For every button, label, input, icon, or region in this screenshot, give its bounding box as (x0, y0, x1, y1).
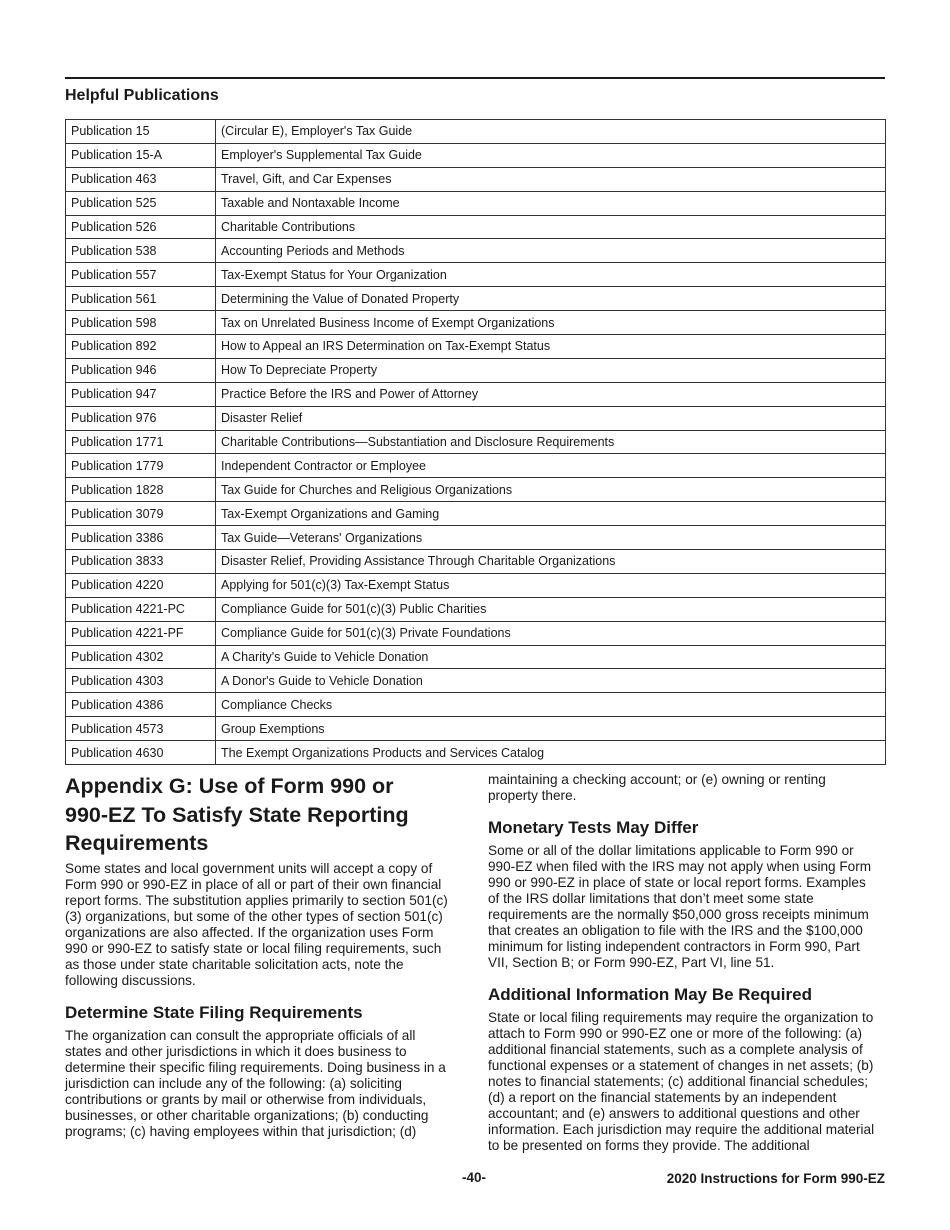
publication-number: Publication 947 (66, 382, 216, 406)
publication-title: Group Exemptions (216, 717, 886, 741)
publication-number: Publication 946 (66, 358, 216, 382)
subheading (488, 984, 888, 1006)
publication-title: Tax on Unrelated Business Income of Exempt Organizations (216, 311, 886, 335)
publication-number: Publication 3386 (66, 526, 216, 550)
publication-number: Publication 4303 (66, 669, 216, 693)
table-row (66, 406, 886, 430)
publication-number: Publication 561 (66, 287, 216, 311)
text-line: State or local filing requirements may require the organization to (488, 1010, 874, 1025)
publication-title: Applying for 501(c)(3) Tax-Exempt Status (216, 573, 886, 597)
table-row (66, 167, 886, 191)
table-row (66, 597, 886, 621)
text-line: requirements are the normally $50,000 gross receipts minimum (488, 907, 869, 922)
table-row (66, 239, 886, 263)
publication-number: Publication 15-A (66, 143, 216, 167)
table-row (66, 215, 886, 239)
publication-title: Practice Before the IRS and Power of Attorney (216, 382, 886, 406)
text-line: Some or all of the dollar limitations applicable to Form 990 or (488, 843, 854, 858)
table-row (66, 741, 886, 765)
publication-title: Tax-Exempt Status for Your Organization (216, 263, 886, 287)
text-line: (d) a report on the financial statements by an independent (488, 1090, 837, 1105)
text-line: minimum for listing independent contractors in Form 990, Part (488, 939, 860, 954)
publication-number: Publication 557 (66, 263, 216, 287)
publication-number: Publication 4220 (66, 573, 216, 597)
text-line: jurisdiction can include any of the following: (a) soliciting (65, 1075, 402, 1091)
text-line: property there. (488, 788, 577, 803)
text-line: additional financial statements, such as a complete analysis of (488, 1042, 863, 1057)
text-line: Determine State Filing Requirements (65, 1002, 363, 1022)
publication-title: Disaster Relief (216, 406, 886, 430)
text-line: Monetary Tests May Differ (488, 818, 699, 837)
publication-title: Determining the Value of Donated Property (216, 287, 886, 311)
publication-title: Compliance Guide for 501(c)(3) Private Foundations (216, 621, 886, 645)
text-line: Form 990 or 990-EZ in place of all or part of their own financial (65, 876, 442, 892)
text-line: Additional Information May Be Required (488, 985, 812, 1004)
publication-title: Tax Guide for Churches and Religious Organizations (216, 478, 886, 502)
publication-title: Tax-Exempt Organizations and Gaming (216, 502, 886, 526)
publication-number: Publication 1771 (66, 430, 216, 454)
table-row (66, 382, 886, 406)
publications-table (65, 119, 886, 765)
publication-title: Travel, Gift, and Car Expenses (216, 167, 886, 191)
publication-number: Publication 525 (66, 191, 216, 215)
publication-number: Publication 976 (66, 406, 216, 430)
text-line: of the IRS dollar limitations that don’t meet some state (488, 891, 814, 906)
publication-title: How To Depreciate Property (216, 358, 886, 382)
text-line: 990-EZ when filed with the IRS may not apply when using Form (488, 859, 872, 874)
subheading (65, 1002, 465, 1024)
text-line: 990-EZ To Satisfy State Reporting (65, 802, 409, 827)
publication-title: A Donor's Guide to Vehicle Donation (216, 669, 886, 693)
table-row (66, 311, 886, 335)
publication-number: Publication 1779 (66, 454, 216, 478)
table-row (66, 717, 886, 741)
table-row (66, 550, 886, 574)
text-line: 990 or 990-EZ to satisfy state or local filing requirements, such (65, 940, 442, 956)
table-row (66, 645, 886, 669)
publication-title: Taxable and Nontaxable Income (216, 191, 886, 215)
text-line: determine their specific filing requirements. Doing business in a (65, 1059, 446, 1075)
publication-title: Tax Guide—Veterans' Organizations (216, 526, 886, 550)
publication-number: Publication 1828 (66, 478, 216, 502)
publication-number: Publication 538 (66, 239, 216, 263)
paragraph (488, 1010, 888, 1154)
text-line: functional expenses or a statement of changes in net assets; (b) (488, 1058, 874, 1073)
table-row (66, 287, 886, 311)
publication-title: Compliance Checks (216, 693, 886, 717)
publication-number: Publication 4630 (66, 741, 216, 765)
publication-title: Charitable Contributions (216, 215, 886, 239)
publication-number: Publication 4302 (66, 645, 216, 669)
footer-title: 2020 Instructions for Form 990-EZ (666, 1171, 885, 1186)
text-line: Appendix G: Use of Form 990 or (65, 774, 394, 798)
text-line: that creates an obligation to file with the IRS and the $100,000 (488, 923, 863, 938)
table-row (66, 120, 886, 144)
publication-number: Publication 15 (66, 120, 216, 144)
text-line: notes to financial statements; (c) additional financial schedules; (488, 1074, 869, 1089)
text-line: Some states and local government units will accept a copy of (65, 860, 433, 876)
publication-number: Publication 892 (66, 335, 216, 359)
publication-title: Independent Contractor or Employee (216, 454, 886, 478)
text-line: Requirements (65, 831, 209, 855)
publication-number: Publication 463 (66, 167, 216, 191)
paragraph (488, 843, 888, 971)
appendix-heading (65, 772, 465, 858)
text-line: contributions or grants by mail or otherwise from individuals, (65, 1091, 427, 1107)
text-line: states and other jurisdictions in which it does business to (65, 1043, 407, 1059)
publication-number: Publication 3833 (66, 550, 216, 574)
publication-number: Publication 4221-PF (66, 621, 216, 645)
publication-title: Charitable Contributions—Substantiation and Disclosure Requirements (216, 430, 886, 454)
publication-title: Accounting Periods and Methods (216, 239, 886, 263)
text-line: VII, Section B; or Form 990-EZ, Part VI, line 51. (488, 955, 775, 970)
table-row (66, 143, 886, 167)
text-line: 990 or 990-EZ in place of state or local report forms. Examples (488, 875, 866, 890)
publication-number: Publication 3079 (66, 502, 216, 526)
text-line: to be presented on forms they provide. The additional (488, 1138, 810, 1153)
left-column (65, 772, 465, 1140)
subheading (488, 817, 888, 839)
publication-title: Disaster Relief, Providing Assistance Through Charitable Organizations (216, 550, 886, 574)
table-row (66, 621, 886, 645)
section-title: Helpful Publications (65, 87, 219, 104)
publication-title: Compliance Guide for 501(c)(3) Public Charities (216, 597, 886, 621)
text-line: report forms. The substitution applies primarily to section 501(c) (65, 892, 448, 908)
publication-number: Publication 4221-PC (66, 597, 216, 621)
publication-title: How to Appeal an IRS Determination on Tax-Exempt Status (216, 335, 886, 359)
text-line: programs; (c) having employees within that jurisdiction; (d) (65, 1123, 417, 1139)
table-row (66, 526, 886, 550)
page-number: -40- (462, 1170, 487, 1185)
text-line: following discussions. (65, 972, 196, 988)
text-line: attach to Form 990 or 990-EZ one or more of the following: (a) (488, 1026, 863, 1041)
text-line: businesses, or other charitable organizations; (b) conducting (65, 1107, 429, 1123)
text-line: as those under state charitable solicitation acts, note the (65, 956, 404, 972)
publication-number: Publication 598 (66, 311, 216, 335)
table-row (66, 263, 886, 287)
paragraph (65, 861, 465, 989)
text-line: maintaining a checking account; or (e) owning or renting (488, 772, 826, 787)
publication-title: The Exempt Organizations Products and Services Catalog (216, 741, 886, 765)
table-row (66, 478, 886, 502)
paragraph (488, 772, 888, 804)
publication-title: A Charity's Guide to Vehicle Donation (216, 645, 886, 669)
table-row (66, 430, 886, 454)
text-line: accountant; and (e) answers to additional questions and other (488, 1106, 860, 1121)
publication-title: Employer's Supplemental Tax Guide (216, 143, 886, 167)
table-row (66, 454, 886, 478)
publication-number: Publication 4573 (66, 717, 216, 741)
right-column (488, 772, 888, 1154)
paragraph (65, 1028, 465, 1140)
table-row (66, 502, 886, 526)
top-rule (65, 77, 885, 79)
publication-number: Publication 526 (66, 215, 216, 239)
text-line: The organization can consult the appropriate officials of all (65, 1027, 416, 1043)
table-row (66, 573, 886, 597)
text-line: organizations are also affected. If the organization uses Form (65, 924, 434, 940)
publication-title: (Circular E), Employer's Tax Guide (216, 120, 886, 144)
table-row (66, 669, 886, 693)
table-row (66, 335, 886, 359)
text-line: (3) organizations, but some of the other types of section 501(c) (65, 908, 443, 924)
table-row (66, 693, 886, 717)
table-row (66, 358, 886, 382)
text-line: information. Each jurisdiction may require the additional material (488, 1122, 875, 1137)
publication-number: Publication 4386 (66, 693, 216, 717)
table-row (66, 191, 886, 215)
